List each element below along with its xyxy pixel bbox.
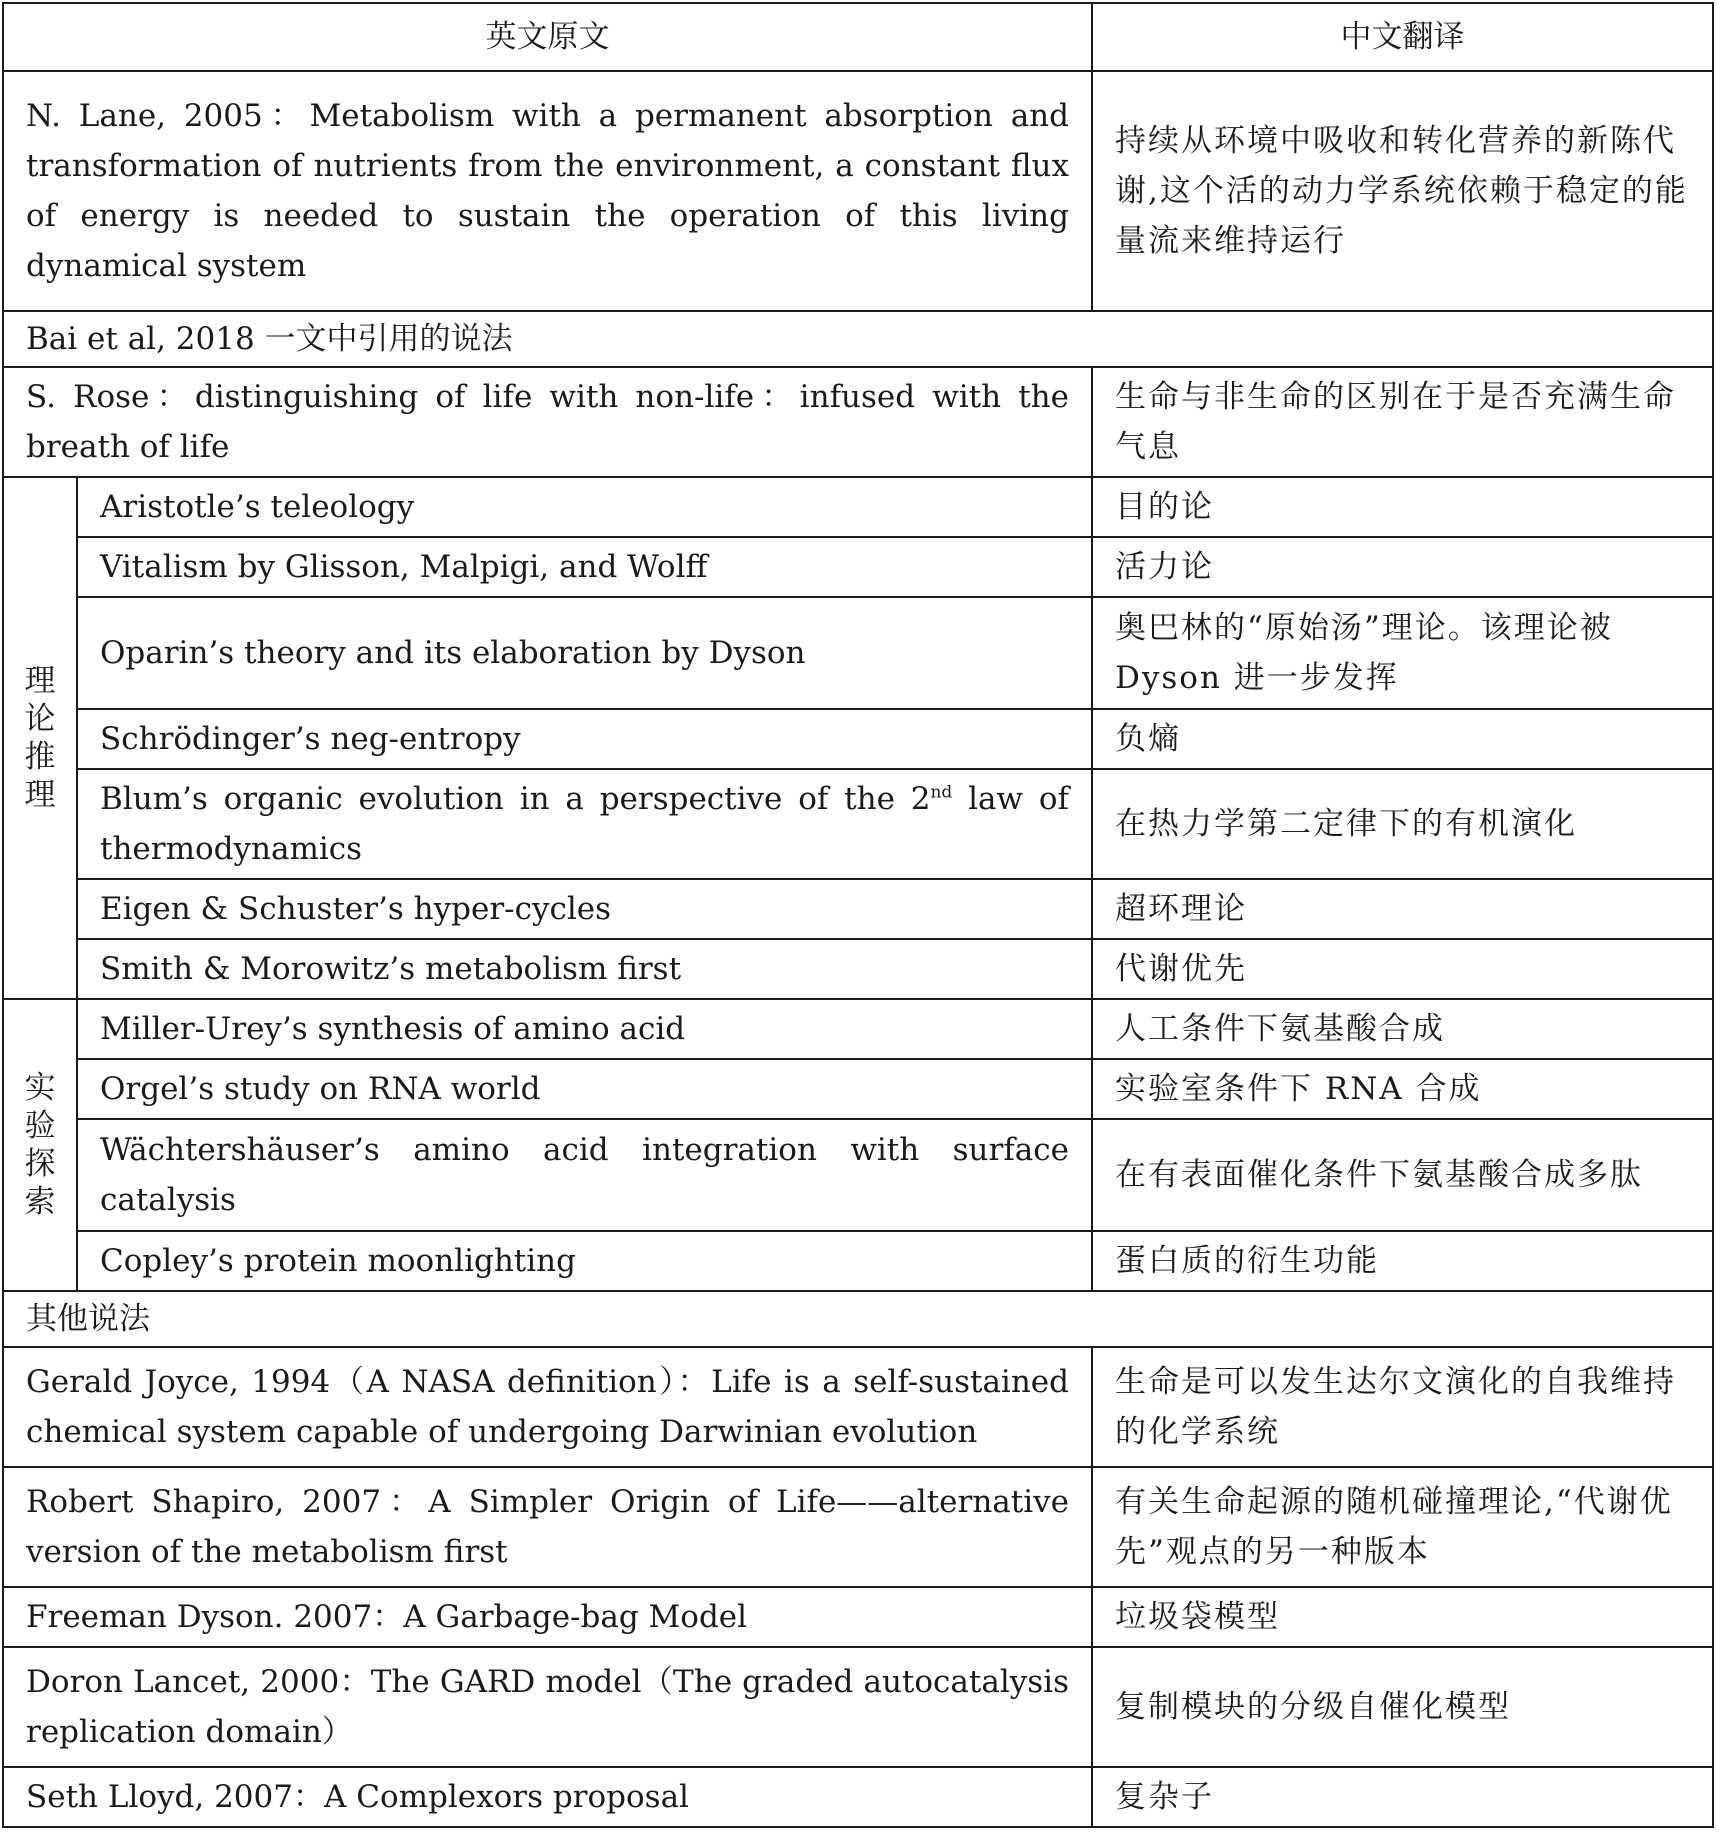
- table-row: [3, 1231, 1713, 1291]
- group-label-char: 推: [24, 739, 56, 775]
- chinese-cell: 负熵: [1092, 709, 1713, 769]
- english-cell: Seth Lloyd, 2007：A Complexors proposal: [3, 1767, 1092, 1827]
- table-row: [3, 367, 1713, 477]
- english-cell: Oparin’s theory and its elaboration by Dyson: [77, 597, 1092, 709]
- chinese-cell: 在热力学第二定律下的有机演化: [1092, 769, 1713, 879]
- chinese-cell: 奥巴林的“原始汤”理论。该理论被Dyson 进一步发挥: [1092, 597, 1713, 709]
- table-row: [3, 999, 1713, 1059]
- section-row: [3, 311, 1713, 367]
- superscript: nd: [930, 782, 953, 803]
- chinese-cell: 垃圾袋模型: [1092, 1587, 1713, 1647]
- chinese-cell: 实验室条件下 RNA 合成: [1092, 1059, 1713, 1119]
- english-cell: Smith & Morowitz’s metabolism first: [77, 939, 1092, 999]
- english-cell: Miller-Urey’s synthesis of amino acid: [77, 999, 1092, 1059]
- chinese-cell: 生命是可以发生达尔文演化的自我维持的化学系统: [1092, 1347, 1713, 1467]
- table-row: [3, 477, 1713, 537]
- table-row: [3, 769, 1713, 879]
- table-row: [3, 1347, 1713, 1467]
- table-row: [3, 709, 1713, 769]
- english-text: Blum’s organic evolution in a perspective of the 2: [100, 781, 931, 817]
- table-row: [3, 1119, 1713, 1231]
- english-cell: Schrödinger’s neg-entropy: [77, 709, 1092, 769]
- english-cell: Gerald Joyce, 1994（A NASA definition）：Life is a self-sustained chemical system capable of undergoing Darwinian evolution: [3, 1347, 1092, 1467]
- english-cell: [77, 769, 1092, 879]
- english-cell: Orgel’s study on RNA world: [77, 1059, 1092, 1119]
- english-cell: Vitalism by Glisson, Malpigi, and Wolff: [77, 537, 1092, 597]
- table-row: [3, 939, 1713, 999]
- group-label-char: 理: [24, 663, 56, 699]
- chinese-cell: 有关生命起源的随机碰撞理论,“代谢优先”观点的另一种版本: [1092, 1467, 1713, 1587]
- chinese-cell: 蛋白质的衍生功能: [1092, 1231, 1713, 1291]
- group-label-char: 探: [24, 1146, 56, 1182]
- chinese-cell: 超环理论: [1092, 879, 1713, 939]
- table-row: [3, 1467, 1713, 1587]
- group-label-experiment: [3, 999, 77, 1291]
- table-row: [3, 71, 1713, 311]
- group-label-char: 论: [24, 701, 56, 737]
- chinese-cell: 持续从环境中吸收和转化营养的新陈代谢,这个活的动力学系统依赖于稳定的能量流来维持运行: [1092, 71, 1713, 311]
- english-cell: Freeman Dyson. 2007：A Garbage-bag Model: [3, 1587, 1092, 1647]
- group-label-char: 实: [24, 1070, 56, 1106]
- table-row: [3, 1059, 1713, 1119]
- chinese-cell: 目的论: [1092, 477, 1713, 537]
- english-cell: N. Lane, 2005：Metabolism with a permanent absorption and transformation of nutrients from the environment, a constant flux of energy is needed to sustain the operation of this living dynamical system: [3, 71, 1092, 311]
- english-cell: Robert Shapiro, 2007：A Simpler Origin of Life——alternative version of the metabolism first: [3, 1467, 1092, 1587]
- english-cell: Aristotle’s teleology: [77, 477, 1092, 537]
- group-label-char: 验: [24, 1108, 56, 1144]
- chinese-cell: 复制模块的分级自催化模型: [1092, 1647, 1713, 1767]
- group-label-theory: [3, 477, 77, 999]
- header-row: [3, 3, 1713, 71]
- chinese-cell: 在有表面催化条件下氨基酸合成多肽: [1092, 1119, 1713, 1231]
- header-english: 英文原文: [3, 3, 1092, 71]
- table-row: [3, 537, 1713, 597]
- chinese-cell: 活力论: [1092, 537, 1713, 597]
- group-label-char: 理: [24, 777, 56, 813]
- english-cell: Doron Lancet, 2000：The GARD model（The graded autocatalysis replication domain）: [3, 1647, 1092, 1767]
- table-row: [3, 597, 1713, 709]
- chinese-cell: 人工条件下氨基酸合成: [1092, 999, 1713, 1059]
- chinese-cell: 复杂子: [1092, 1767, 1713, 1827]
- header-chinese: 中文翻译: [1092, 3, 1713, 71]
- english-cell: Wächtershäuser’s amino acid integration with surface catalysis: [77, 1119, 1092, 1231]
- chinese-cell: 代谢优先: [1092, 939, 1713, 999]
- table-row: [3, 879, 1713, 939]
- table-row: [3, 1767, 1713, 1827]
- section-bai: Bai et al, 2018 一文中引用的说法: [3, 311, 1713, 367]
- section-row: [3, 1291, 1713, 1347]
- english-cell: S. Rose：distinguishing of life with non-life：infused with the breath of life: [3, 367, 1092, 477]
- definitions-table: [2, 2, 1714, 1828]
- section-other: 其他说法: [3, 1291, 1713, 1347]
- chinese-cell: 生命与非生命的区别在于是否充满生命气息: [1092, 367, 1713, 477]
- english-cell: Eigen & Schuster’s hyper-cycles: [77, 879, 1092, 939]
- english-text: law of thermodynamics: [100, 781, 1070, 867]
- table-row: [3, 1647, 1713, 1767]
- table-row: [3, 1587, 1713, 1647]
- english-cell: Copley’s protein moonlighting: [77, 1231, 1092, 1291]
- group-label-char: 索: [24, 1184, 56, 1220]
